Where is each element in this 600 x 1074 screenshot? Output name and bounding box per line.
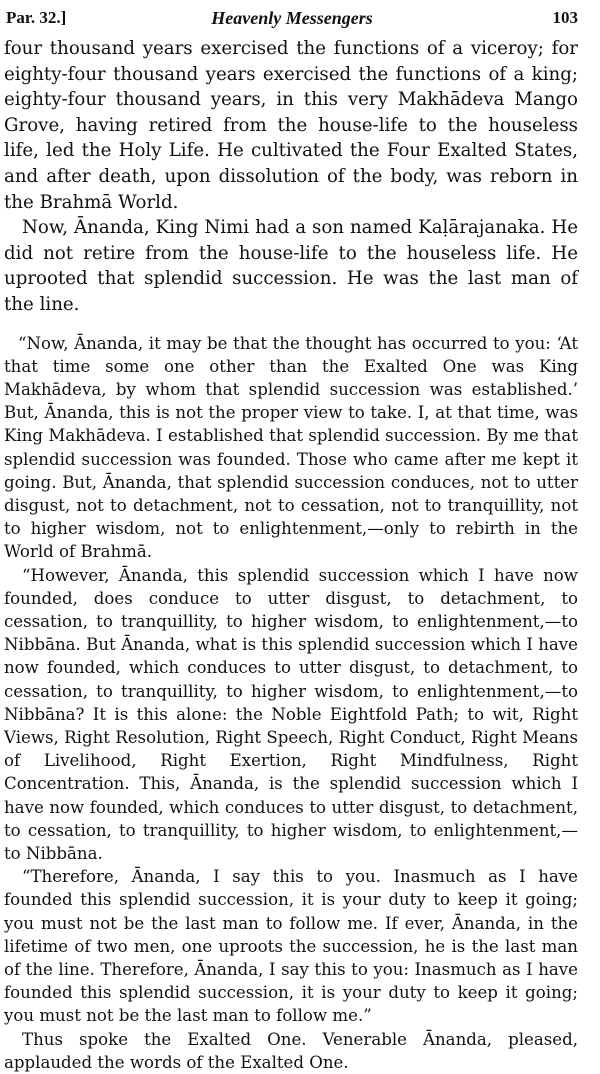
running-title: Heavenly Messengers — [211, 8, 373, 28]
quote-paragraph-3: “Therefore, Ānanda, I say this to you. Inasmuch as I have founded this splendid succession, it is your duty to keep it going; you must not be the last man to follow me. If ever, Ānanda, in the lifetime of two men, one uproots the succession, he is the last man of the line. Therefore, Ānanda, I say this to you: Inasmuch as I have founded this splendid succession, it is your duty to keep it going; you must not be the last man to follow me.” — [4, 867, 578, 1026]
running-header — [6, 6, 578, 36]
quote-paragraph-1: “Now, Ānanda, it may be that the thought has occurred to you: ‘At that time some one other than the Exalted One was King Makhādeva, by whom that splendid succession was established.’ But, Ānanda, this is not the proper view to take. I, at that time, was King Makhādeva. I established that splendid succession. By me that splendid succession was founded. Those who came after me kept it going. But, Ānanda, that splendid succession conduces, not to utter disgust, not to detachment, not to cessation, not to tranquillity, not to higher wisdom, not to enlightenment,—only to rebirth in the World of Brahmā. — [4, 333, 578, 562]
page-body — [4, 36, 578, 1074]
section-reference: Par. 32.] — [6, 8, 67, 27]
paragraph-nimi: Now, Ānanda, King Nimi had a son named Kaḷārajanaka. He did not retire from the house-life to the houseless life. He uprooted that splendid succession. He was the last man of the line. — [4, 217, 578, 315]
closing-paragraph: Thus spoke the Exalted One. Venerable Ānanda, pleased, applauded the words of the Exalted One. — [4, 1029, 578, 1072]
closing-section — [4, 1028, 578, 1074]
discourse-section — [4, 332, 578, 1028]
narrative-section — [4, 36, 578, 318]
paragraph-continuation: four thousand years exercised the functions of a viceroy; for eighty-four thousand years exercised the functions of a king; eighty-four thousand years, in this very Makhādeva Mango Grove, having retired from the house-life to the houseless life, led the Holy Life. He cultivated the Four Exalted States, and after death, upon dissolution of the body, was reborn in the Brahmā World. — [4, 38, 578, 213]
page-number: 103 — [552, 8, 578, 27]
quote-paragraph-2: “However, Ānanda, this splendid succession which I have now founded, does conduce to utter disgust, to detachment, to cessation, to tranquillity, to higher wisdom, to enlightenment,—to Nibbāna. But Ānanda, what is this splendid succession which I have now founded, which conduces to utter disgust, to detachment, to cessation, to tranquillity, to higher wisdom, to enlightenment,—to Nibbāna? It is this alone: the Noble Eightfold Path; to wit, Right Views, Right Resolution, Right Speech, Right Conduct, Right Means of Livelihood, Right Exertion, Right Mindfulness, Right Concentration. This, Ānanda, is the splendid succession which I have now founded, which conduces to utter disgust, to detachment, to cessation, to tranquillity, to higher wisdom, to enlightenment,—to Nibbāna. — [4, 565, 578, 863]
